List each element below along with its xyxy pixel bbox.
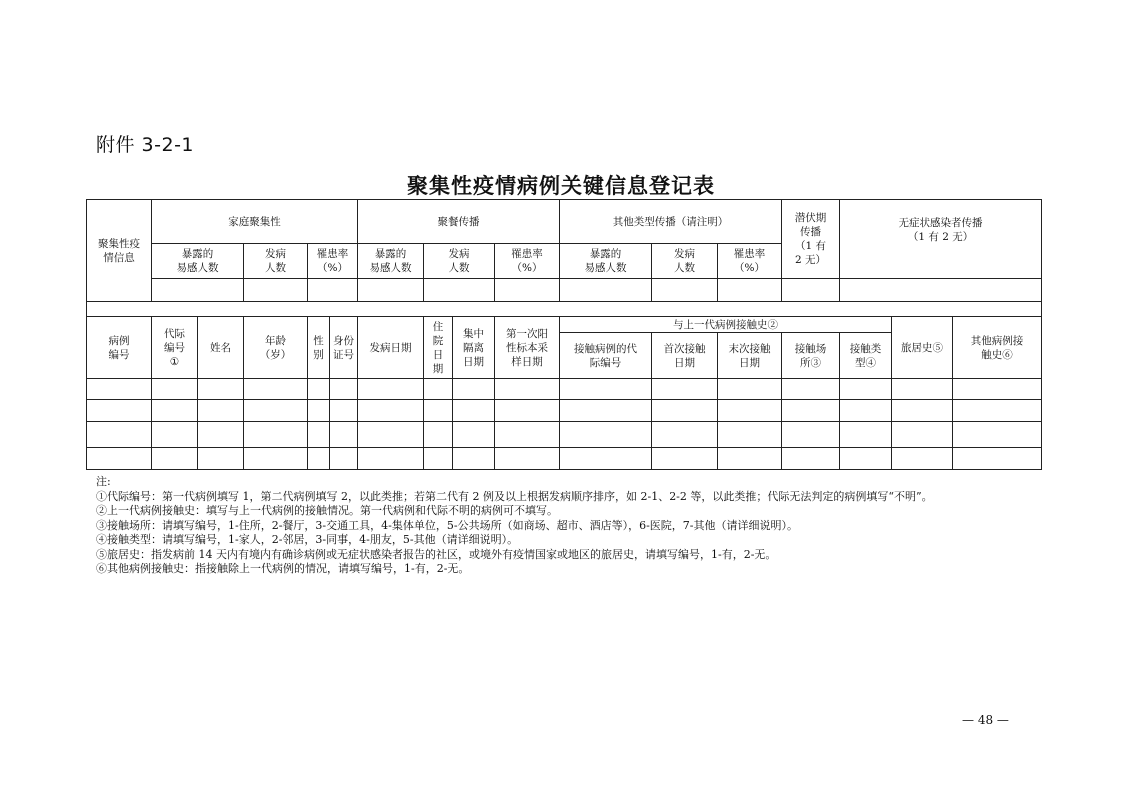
- note-item: ④接触类型：请填写编号，1-家人，2-邻居，3-同事，4-朋友，5-其他（请详细说明）。: [96, 533, 519, 546]
- other-rate-cell[interactable]: [718, 279, 782, 302]
- cluster-info-label: 聚集性疫 情信息: [87, 200, 152, 302]
- name-header: 姓名: [198, 317, 244, 379]
- table-cell[interactable]: [652, 379, 718, 400]
- table-cell[interactable]: [152, 400, 198, 422]
- family-rate-header: 罹患率（%）: [308, 244, 358, 279]
- table-cell[interactable]: [330, 400, 358, 422]
- table-cell[interactable]: [953, 448, 1042, 470]
- table-cell[interactable]: [330, 422, 358, 448]
- table-cell[interactable]: [244, 448, 308, 470]
- contact-type-header: 接触类 型④: [840, 333, 892, 379]
- case-no-header: 病例 编号: [87, 317, 152, 379]
- table-cell[interactable]: [358, 422, 424, 448]
- table-cell[interactable]: [308, 422, 330, 448]
- registration-table: [86, 199, 1042, 470]
- table-cell[interactable]: [953, 379, 1042, 400]
- cluster-group-header-row: [87, 200, 1042, 244]
- table-cell[interactable]: [560, 448, 652, 470]
- asymptomatic-cell[interactable]: [840, 279, 1042, 302]
- table-row: [87, 422, 1042, 448]
- table-cell[interactable]: [652, 422, 718, 448]
- asymptomatic-transmission-header: 无症状感染者传播 （1 有 2 无）: [840, 200, 1042, 279]
- dining-rate-header: 罹患率 （%）: [495, 244, 560, 279]
- page-title: 聚集性疫情病例关键信息登记表: [407, 174, 715, 198]
- table-cell[interactable]: [198, 448, 244, 470]
- table-cell[interactable]: [495, 448, 560, 470]
- last-contact-date-header: 末次接触 日期: [718, 333, 782, 379]
- other-onset-header: 发病 人数: [652, 244, 718, 279]
- other-transmission-header: 其他类型传播（请注明）: [560, 200, 782, 244]
- table-cell[interactable]: [953, 400, 1042, 422]
- first-positive-date-header: 第一次阳 性标本采 样日期: [495, 317, 560, 379]
- other-exposed-cell[interactable]: [560, 279, 652, 302]
- table-cell[interactable]: [152, 422, 198, 448]
- note-item: ②上一代病例接触史：填写与上一代病例的接触情况。第一代病例和代际不明的病例可不填写。: [96, 504, 558, 517]
- quarantine-date-header: 集中 隔离 日期: [453, 317, 495, 379]
- table-cell[interactable]: [358, 379, 424, 400]
- contact-history-header: 与上一代病例接触史②: [560, 317, 892, 333]
- dining-exposed-header: 暴露的 易感人数: [358, 244, 424, 279]
- generation-no-header: 代际 编号 ①: [152, 317, 198, 379]
- dining-onset-header: 发病 人数: [424, 244, 495, 279]
- table-row: [87, 400, 1042, 422]
- table-row: [87, 448, 1042, 470]
- note-item: ⑥其他病例接触史：指接触除上一代病例的情况，请填写编号，1-有，2-无。: [96, 562, 470, 575]
- table-cell[interactable]: [198, 400, 244, 422]
- table-cell[interactable]: [840, 379, 892, 400]
- table-cell[interactable]: [495, 400, 560, 422]
- table-cell[interactable]: [358, 448, 424, 470]
- table-cell[interactable]: [198, 422, 244, 448]
- contact-place-header: 接触场 所③: [782, 333, 840, 379]
- table-cell[interactable]: [652, 400, 718, 422]
- hospital-date-header: 住 院 日 期: [424, 317, 453, 379]
- table-cell[interactable]: [308, 448, 330, 470]
- latent-transmission-header: 潜伏期 传播 （1 有 2 无）: [782, 200, 840, 279]
- table-cell[interactable]: [718, 400, 782, 422]
- other-rate-header: 罹患率 （%）: [718, 244, 782, 279]
- cluster-input-row: [87, 279, 1042, 302]
- family-exposed-cell[interactable]: [152, 279, 244, 302]
- table-cell[interactable]: [244, 379, 308, 400]
- table-cell[interactable]: [892, 422, 953, 448]
- table-cell[interactable]: [892, 379, 953, 400]
- family-onset-header: 发病 人数: [244, 244, 308, 279]
- first-contact-date-header: 首次接触 日期: [652, 333, 718, 379]
- table-cell[interactable]: [453, 448, 495, 470]
- table-cell[interactable]: [198, 379, 244, 400]
- table-cell[interactable]: [244, 422, 308, 448]
- table-cell[interactable]: [892, 400, 953, 422]
- attachment-label: 附件 3-2-1: [96, 134, 195, 156]
- table-cell[interactable]: [840, 400, 892, 422]
- table-cell[interactable]: [424, 448, 453, 470]
- other-exposed-header: 暴露的 易感人数: [560, 244, 652, 279]
- separator-row: [87, 302, 1042, 317]
- table-cell[interactable]: [424, 400, 453, 422]
- separator-cell: [87, 302, 1042, 317]
- dining-onset-cell[interactable]: [424, 279, 495, 302]
- table-cell[interactable]: [87, 448, 152, 470]
- table-cell[interactable]: [782, 422, 840, 448]
- table-cell[interactable]: [308, 400, 330, 422]
- travel-history-header: 旅居史⑤: [892, 317, 953, 379]
- table-cell[interactable]: [782, 448, 840, 470]
- family-onset-cell[interactable]: [244, 279, 308, 302]
- table-cell[interactable]: [87, 422, 152, 448]
- table-cell[interactable]: [453, 422, 495, 448]
- table-cell[interactable]: [424, 422, 453, 448]
- table-cell[interactable]: [652, 448, 718, 470]
- sex-header: 性 别: [308, 317, 330, 379]
- table-cell[interactable]: [718, 379, 782, 400]
- table-cell[interactable]: [424, 379, 453, 400]
- family-cluster-header: 家庭聚集性: [152, 200, 358, 244]
- table-cell[interactable]: [358, 400, 424, 422]
- other-contact-header: 其他病例接 触史⑥: [953, 317, 1042, 379]
- table-cell[interactable]: [308, 379, 330, 400]
- table-cell[interactable]: [152, 379, 198, 400]
- table-cell[interactable]: [840, 422, 892, 448]
- case-header-row-1: [87, 317, 1042, 333]
- family-exposed-header: 暴露的 易感人数: [152, 244, 244, 279]
- note-item: ⑤旅居史：指发病前 14 天内有境内有确诊病例或无症状感染者报告的社区，或境外有疫情国家或地区的旅居史，请填写编号，1-有，2-无。: [96, 547, 777, 561]
- family-rate-cell[interactable]: [308, 279, 358, 302]
- table-cell[interactable]: [152, 448, 198, 470]
- dining-rate-cell[interactable]: [495, 279, 560, 302]
- table-cell[interactable]: [718, 422, 782, 448]
- note-item: ③接触场所：请填写编号，1-住所，2-餐厅，3-交通工具，4-集体单位，5-公共场所（如商场、超市、酒店等），6-医院，7-其他（请详细说明）。: [96, 518, 799, 532]
- table-cell[interactable]: [453, 400, 495, 422]
- table-cell[interactable]: [87, 400, 152, 422]
- table-row: [87, 379, 1042, 400]
- notes-heading: 注:: [96, 475, 111, 488]
- table-cell[interactable]: [453, 379, 495, 400]
- id-no-header: 身份 证号: [330, 317, 358, 379]
- latent-cell[interactable]: [782, 279, 840, 302]
- dining-exposed-cell[interactable]: [358, 279, 424, 302]
- table-cell[interactable]: [244, 400, 308, 422]
- dining-transmission-header: 聚餐传播: [358, 200, 560, 244]
- table-cell[interactable]: [560, 422, 652, 448]
- page-number: — 48 —: [962, 713, 1009, 727]
- table-cell[interactable]: [560, 400, 652, 422]
- other-onset-cell[interactable]: [652, 279, 718, 302]
- table-cell[interactable]: [840, 448, 892, 470]
- table-cell[interactable]: [782, 379, 840, 400]
- table-cell[interactable]: [495, 379, 560, 400]
- contact-case-no-header: 接触病例的代 际编号: [560, 333, 652, 379]
- note-item: ①代际编号：第一代病例填写 1，第二代病例填写 2，以此类推；若第二代有 2 例及以上根据发病顺序排序，如 2-1、2-2 等，以此类推；代际无法判定的病例填写“不明”。: [96, 489, 933, 503]
- onset-date-header: 发病日期: [358, 317, 424, 379]
- table-cell[interactable]: [87, 379, 152, 400]
- table-cell[interactable]: [782, 400, 840, 422]
- table-cell[interactable]: [330, 379, 358, 400]
- age-header: 年龄 （岁）: [244, 317, 308, 379]
- table-cell[interactable]: [953, 422, 1042, 448]
- table-cell[interactable]: [560, 379, 652, 400]
- notes-section: [96, 475, 1041, 577]
- table-cell[interactable]: [330, 448, 358, 470]
- table-cell[interactable]: [892, 448, 953, 470]
- table-cell[interactable]: [495, 422, 560, 448]
- table-cell[interactable]: [718, 448, 782, 470]
